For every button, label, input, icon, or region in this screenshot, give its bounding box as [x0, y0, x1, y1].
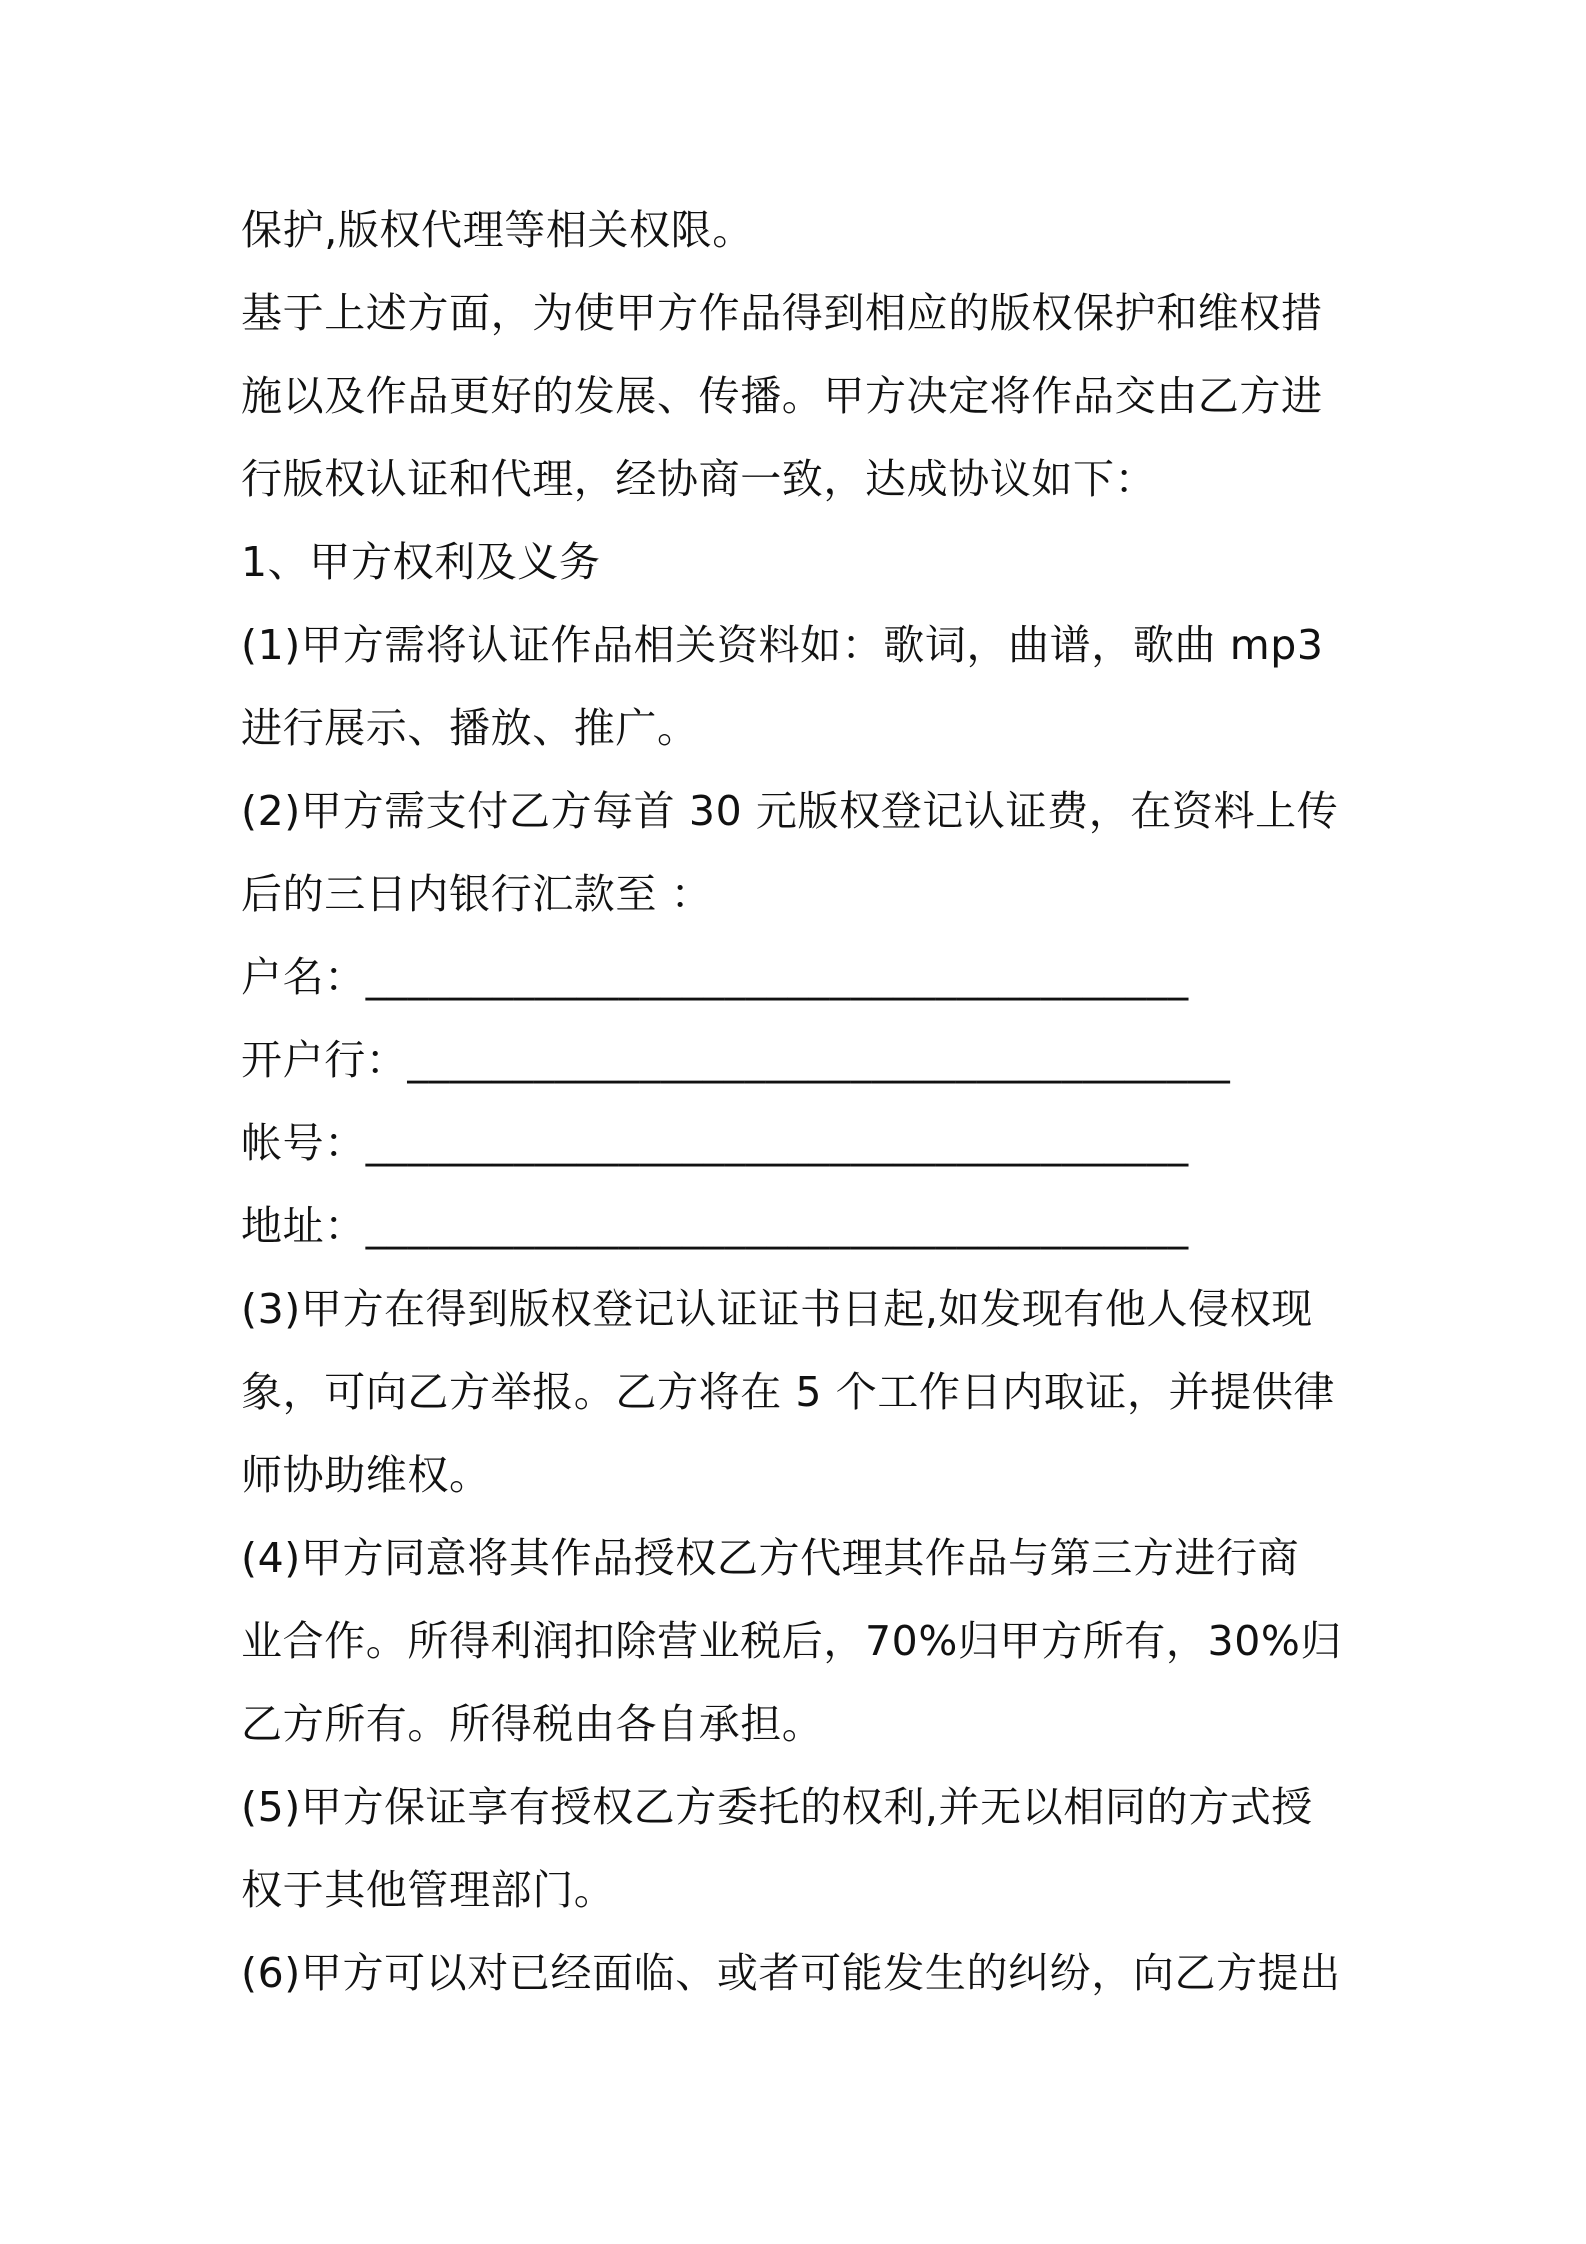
text-line: (4)甲方同意将其作品授权乙方代理其作品与第三方进行商: [241, 1534, 1300, 1582]
text-line: 基于上述方面，为使甲方作品得到相应的版权保护和维权措: [241, 289, 1323, 337]
text-line: 乙方所有。所得税由各自承担。: [241, 1700, 824, 1748]
bank-field: 开户行：_______________________________________: [241, 1036, 1231, 1084]
text-line: (3)甲方在得到版权登记认证证书日起,如发现有他人侵权现: [241, 1285, 1313, 1333]
text-line: 保护,版权代理等相关权限。: [241, 206, 754, 254]
text-line: (5)甲方保证享有授权乙方委托的权利,并无以相同的方式授: [241, 1783, 1313, 1831]
text-line: (2)甲方需支付乙方每首 30 元版权登记认证费，在资料上传: [241, 787, 1339, 835]
text-line: 象，可向乙方举报。乙方将在 5 个工作日内取证，并提供律: [241, 1368, 1335, 1416]
text-line: 权于其他管理部门。: [241, 1866, 616, 1914]
text-line: 进行展示、播放、推广。: [241, 704, 699, 752]
account-number-field: 帐号：_______________________________________: [241, 1119, 1189, 1167]
account-name-field: 户名：_______________________________________: [241, 953, 1189, 1001]
text-line: (1)甲方需将认证作品相关资料如：歌词，曲谱，歌曲 mp3: [241, 621, 1324, 669]
text-line: (6)甲方可以对已经面临、或者可能发生的纠纷，向乙方提出: [241, 1949, 1341, 1997]
address-field: 地址：_______________________________________: [241, 1202, 1189, 1250]
text-line: 施以及作品更好的发展、传播。甲方决定将作品交由乙方进: [241, 372, 1323, 420]
section-heading: 1、甲方权利及义务: [241, 538, 601, 586]
text-line: 后的三日内银行汇款至 ：: [241, 870, 713, 918]
text-line: 业合作。所得利润扣除营业税后，70%归甲方所有，30%归: [241, 1617, 1343, 1665]
text-line: 行版权认证和代理，经协商一致，达成协议如下：: [241, 455, 1157, 503]
text-line: 师协助维权。: [241, 1451, 491, 1499]
